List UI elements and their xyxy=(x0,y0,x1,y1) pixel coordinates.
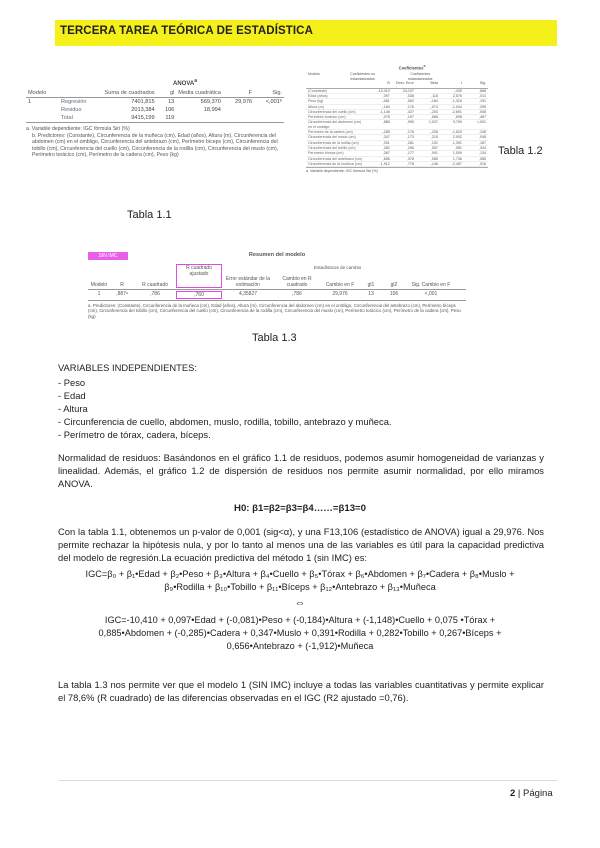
coef-caption-sup: a xyxy=(423,64,426,68)
coef-cell: ,008 xyxy=(478,109,486,114)
summary-cell: ,786 xyxy=(292,291,302,297)
coef-cell: ,038 xyxy=(406,93,414,98)
coef-cell: ,281 xyxy=(406,140,414,145)
anova-note-a: a. Variable dependiente: IGC fórmula Siri (%) xyxy=(26,126,130,132)
coef-header-group2: Coeficientes estandarizados xyxy=(408,72,433,81)
coef-cell: ,075 xyxy=(382,115,390,120)
table-row xyxy=(306,120,488,130)
anova-header-sig: Sig. xyxy=(254,89,284,98)
table-row xyxy=(306,162,488,167)
coef-row-label: Edad (años) xyxy=(308,93,328,98)
anova-cell: 13 xyxy=(168,99,175,105)
coef-cell: ,115 xyxy=(431,93,438,98)
coef-cell: ,668 xyxy=(478,88,486,93)
summary-header: R cuadrado xyxy=(142,282,168,288)
anova-cell: 106 xyxy=(164,107,175,113)
tabla-1-2-caption: Tabla 1.2 xyxy=(498,145,543,157)
summary-cell-adjusted: ,760 xyxy=(176,291,222,299)
coef-cell: ,048 xyxy=(478,135,486,140)
coef-row-label: Circunferencia del abdomen (cm) en el ombligo xyxy=(308,120,362,129)
coef-cell: 1,391 xyxy=(452,140,462,145)
iff-symbol: ⇔ xyxy=(294,597,306,609)
coef-cell: ,656 xyxy=(382,156,390,161)
coef-caption: Coeficientes xyxy=(398,65,424,71)
coef-cell: -,203 xyxy=(429,109,438,114)
coef-cell: -,208 xyxy=(429,130,438,135)
anova-header-ms: Media cuadrática xyxy=(178,90,221,96)
coef-cell: ,177 xyxy=(406,151,414,156)
equation-estimated-line2: 0,885•Abdomen + (-0,285)•Cadera + 0,347•Muslo + 0,391•Rodilla + 0,282•Tobillo + 0,267•Bíceps + xyxy=(98,628,502,638)
anova-table xyxy=(26,78,284,159)
paragraph-resumen: La tabla 1.3 nos permite ver que el modelo 1 (SIN IMC) incluye a todas las variables cuantitativas y permite explicar el 78,6% (R cuadrado) de las diferencias observadas en el IGC (R2 ajustado =0,76). xyxy=(58,679,544,703)
coef-cell: ,107 xyxy=(406,115,414,120)
anova-header-f: F xyxy=(223,89,254,98)
coef-cell: ,134 xyxy=(478,151,486,156)
coef-cell xyxy=(414,89,438,93)
anova-cell: 18,994 xyxy=(203,107,221,113)
coef-cell: -,081 xyxy=(381,99,390,104)
model-summary-table xyxy=(88,252,466,319)
coef-row-label: Circunferencia del muslo (cm) xyxy=(308,135,356,140)
coef-header: Sig. xyxy=(479,81,486,86)
coef-cell: 1,509 xyxy=(452,151,462,156)
title-banner xyxy=(55,20,557,46)
coef-cell: -1,620 xyxy=(451,130,462,135)
coef-cell: ,778 xyxy=(406,161,414,166)
anova-cell: 119 xyxy=(157,114,177,123)
equation-estimated-line1: IGC=-10,410 + 0,097•Edad + (-0,081)•Peso + (-0,184)•Altura + (-1,148)•Cuello + 0,075 •Tórax + xyxy=(104,615,496,625)
coef-cell: ,176 xyxy=(406,130,414,135)
table-row xyxy=(26,106,284,114)
tabla-1-3-caption: Tabla 1.3 xyxy=(252,332,297,344)
coef-cell: ,215 xyxy=(430,135,438,140)
equation-general-line2: β₉•Rodilla + β₁₀•Tobillo + β₁₁•Bíceps + β₁₂•Antebrazo + β₁₃•Muñeca xyxy=(164,582,436,592)
summary-header: gl1 xyxy=(367,282,375,288)
coef-cell: ,267 xyxy=(382,151,390,156)
coef-cell: ,487 xyxy=(478,115,486,120)
summary-cell: 29,976 xyxy=(332,291,348,297)
hypothesis-h0: H0: β1=β2=β3=β4……=β13=0 xyxy=(234,503,366,514)
page-label: Página xyxy=(523,788,553,799)
coef-cell: ,085 xyxy=(430,156,438,161)
coef-cell: 2,576 xyxy=(452,93,462,98)
anova-cell: 7401,815 xyxy=(131,99,155,105)
tabla-1-1-caption: Tabla 1.1 xyxy=(127,209,172,221)
anova-row-label: Total xyxy=(59,114,103,123)
anova-caption-sup: a xyxy=(194,78,197,84)
coef-cell: 9,790 xyxy=(452,120,462,125)
anova-note-b: b. Predictores: (Constante), Circunferencia de la muñeca (cm), Edad (años), Altura (m), Circunferencia del abdomen (cm) en el ombligo, Circunferencia del antebrazo (cm), Perímetro bíceps (cm), Circunferencia del tobillo (cm), Circunferencia del cuello (cm), Circunferencia de la rodilla (cm), Circunferencia del muslo (cm), Perímetro torácico (cm), Perímetro de la cadera (cm), Peso (kg) xyxy=(32,132,279,159)
equation-general-line1: IGC=β₀ + β₁•Edad + β₂•Peso + β₃•Altura + β₄•Cuello + β₅•Tórax + β₆•Abdomen + β₇•Cadera + β₈•Muslo + xyxy=(85,569,515,579)
table-row xyxy=(88,290,466,301)
coef-row-label: Perímetro bíceps (cm) xyxy=(308,151,344,156)
summary-footnote: a. Predictores: (Constante), Circunferencia de la muñeca (cm), Edad (años), Altura (m), Circunferencia del abdomen (cm) en el ombligo, Circunferencia del antebrazo (cm), Perímetro bíceps (cm), Circunferencia del tobillo (cm), Circunferencia del cuello (cm), Circunferencia de la rodilla (cm), Circunferencia del muslo (cm), Perímetro torácico (cm), Perímetro de la cadera (cm), Peso (kg) xyxy=(88,303,461,319)
coef-cell: -,184 xyxy=(381,104,390,109)
sin-imc-tag: SIN IMC xyxy=(88,252,128,260)
coef-cell: ,090 xyxy=(406,120,414,125)
summary-cell: 1 xyxy=(97,291,101,297)
coef-row-label: Circunferencia de la rodilla (cm) xyxy=(308,140,359,145)
coef-row-label: Circunferencia del cuello (cm) xyxy=(308,109,356,114)
coef-cell: 2,002 xyxy=(452,135,462,140)
coefficients-table xyxy=(306,64,488,173)
paragraph-normalidad: Normalidad de residuos: Basándonos en el gráfico 1.1 de residuos, podemos asumir homogeneidad de varianzas y linealidad. Además, el gráfico 1.2 de dispersión de residuos nos permite asumir normalidad, por ello miramos ANOVA. xyxy=(58,452,544,489)
coef-cell: ,176 xyxy=(406,104,414,109)
anova-cell: 9415,199 xyxy=(103,114,157,123)
coef-cell: ,011 xyxy=(479,93,486,98)
list-item: - Perímetro de tórax, cadera, bíceps. xyxy=(58,429,211,440)
anova-header-ss: Suma de cuadrados xyxy=(104,90,155,96)
summary-cell: 13 xyxy=(368,291,374,297)
coef-cell: ,391 xyxy=(382,140,390,145)
coef-cell: ,057 xyxy=(430,145,438,150)
coef-cell: 1,736 xyxy=(452,156,462,161)
anova-header-modelo: Modelo xyxy=(26,89,59,98)
table-row xyxy=(26,114,284,123)
coef-cell: 1,037 xyxy=(428,120,438,125)
anova-cell: <,001ᵇ xyxy=(265,99,282,105)
coef-cell: ,068 xyxy=(430,115,438,120)
summary-header: Sig. Cambio en F xyxy=(411,282,451,288)
coef-cell: ,951 xyxy=(454,145,462,150)
coef-header-group1: Coeficientes no estandarizados xyxy=(350,72,375,81)
summary-header: R xyxy=(120,282,124,288)
equation-estimated-line3: 0,656•Antebrazo + (-1,912)•Muñeca xyxy=(226,641,374,651)
coef-cell: ,062 xyxy=(406,99,414,104)
summary-header: gl2 xyxy=(390,282,398,288)
vars-heading: VARIABLES INDEPENDIENTES: xyxy=(58,362,197,373)
coef-row-label: Altura (m) xyxy=(308,104,324,109)
anova-caption: ANOVA xyxy=(172,81,195,87)
coef-row-label: Perímetro de la cadera (cm) xyxy=(308,130,353,135)
paragraph-anova: Con la tabla 1.1, obtenemos un p-valor de 0,001 (sig<α), y una F13,106 (estadístico de ANOVA) igual a 29,976. Nos permite rechazar la hipótesis nula, y por lo tanto al menos una de las variables es útil para la capacidad predictiva del modelo de regresión.La ecuación predictiva del método 1 (sin IMC) es: xyxy=(58,526,544,563)
coef-cell: 24,197 xyxy=(402,88,414,93)
coef-cell: -2,457 xyxy=(451,161,462,166)
coef-row-label: (Constante) xyxy=(308,88,327,93)
summary-header: Error estándar de la estimación xyxy=(225,276,271,288)
coef-cell: -1,044 xyxy=(451,104,462,109)
anova-header-gl: gl xyxy=(157,89,177,98)
anova-row-label: Residuo xyxy=(61,107,82,113)
footer-divider xyxy=(58,780,558,781)
coef-cell: ,698 xyxy=(454,115,462,120)
list-item: - Circunferencia de cuello, abdomen, muslo, rodilla, tobillo, antebrazo y muñeca. xyxy=(58,416,392,427)
coef-header-modelo: Modelo xyxy=(308,72,320,77)
vars-list xyxy=(58,376,392,441)
coef-cell: ,347 xyxy=(382,135,390,140)
coef-cell: ,344 xyxy=(478,145,486,150)
coef-cell: -1,148 xyxy=(379,109,390,114)
coef-cell: ,296 xyxy=(406,145,414,150)
coef-header: Beta xyxy=(430,81,438,86)
coef-cell: ,191 xyxy=(478,99,486,104)
coef-cell: ,299 xyxy=(478,104,486,109)
document-title: TERCERA TAREA TEÓRICA DE ESTADÍSTICA xyxy=(60,25,313,37)
page-number-value: 2 xyxy=(510,788,516,799)
coef-cell: <,001 xyxy=(476,120,486,125)
coef-cell: ,097 xyxy=(382,93,390,98)
coef-cell: -,430 xyxy=(453,88,462,93)
coef-row-label: Circunferencia del tobillo (cm) xyxy=(308,145,356,150)
coef-header: B xyxy=(387,81,390,86)
coef-cell: ,167 xyxy=(478,140,486,145)
coef-cell: -10,410 xyxy=(377,88,390,93)
coef-cell: ,282 xyxy=(382,145,390,150)
summary-header-adjusted: R cuadrado ajustado xyxy=(176,264,222,288)
page-number-sep: | xyxy=(515,788,524,799)
anova-row-label: Regresión xyxy=(61,99,87,105)
anova-model: 1 xyxy=(28,99,32,105)
summary-cell: ,786 xyxy=(150,291,160,297)
coef-cell: -1,912 xyxy=(379,161,390,166)
coef-cell: ,885 xyxy=(382,120,390,125)
coef-cell: ,427 xyxy=(406,109,414,114)
coef-header: Desv. Error xyxy=(395,81,414,86)
summary-cell: ,887ᵃ xyxy=(116,291,128,297)
table-row xyxy=(26,98,284,107)
coef-cell: ,085 xyxy=(478,156,486,161)
coef-cell: -,146 xyxy=(429,161,438,166)
list-item: - Altura xyxy=(58,403,88,414)
coef-cell: ,378 xyxy=(406,156,414,161)
coef-rows xyxy=(306,88,488,168)
summary-cell: 4,35827 xyxy=(238,291,258,297)
coef-cell: -1,316 xyxy=(451,99,462,104)
coef-cell: -,285 xyxy=(381,130,390,135)
coef-cell: ,108 xyxy=(478,130,486,135)
summary-header: Modelo xyxy=(90,282,108,288)
coef-cell: -,184 xyxy=(429,99,438,104)
coef-row-label: Perímetro torácico (cm) xyxy=(308,115,346,120)
summary-header: Cambio en R cuadrado xyxy=(282,276,312,288)
coef-cell: -,074 xyxy=(429,104,438,109)
coef-header: t xyxy=(460,81,462,86)
coef-footnote: a. Variable dependiente: IGC fórmula Siri (%) xyxy=(306,169,378,174)
coef-cell: ,102 xyxy=(430,140,438,145)
coef-row-label: Circunferencia del antebrazo (cm) xyxy=(308,156,363,161)
coef-row-label: Circunferencia de la muñeca (cm) xyxy=(308,161,362,166)
coef-cell: ,091 xyxy=(430,151,438,156)
anova-cell: 29,976 xyxy=(234,99,253,105)
summary-cell: 106 xyxy=(389,291,399,297)
page-number xyxy=(510,788,553,799)
anova-cell: 2013,384 xyxy=(131,107,155,113)
anova-cell: 569,370 xyxy=(200,99,221,105)
coef-cell: ,016 xyxy=(478,161,486,166)
coef-cell: ,173 xyxy=(406,135,414,140)
list-item: - Peso xyxy=(58,377,86,388)
coef-row-label: Peso (kg) xyxy=(308,99,324,104)
list-item: - Edad xyxy=(58,390,86,401)
coef-cell: -2,691 xyxy=(451,109,462,114)
summary-group-header: Estadísticos de cambio xyxy=(314,265,362,270)
summary-caption: Resumen del modelo xyxy=(248,252,306,258)
summary-header: Cambio en F xyxy=(325,282,355,288)
summary-cell: <,001 xyxy=(424,291,438,297)
